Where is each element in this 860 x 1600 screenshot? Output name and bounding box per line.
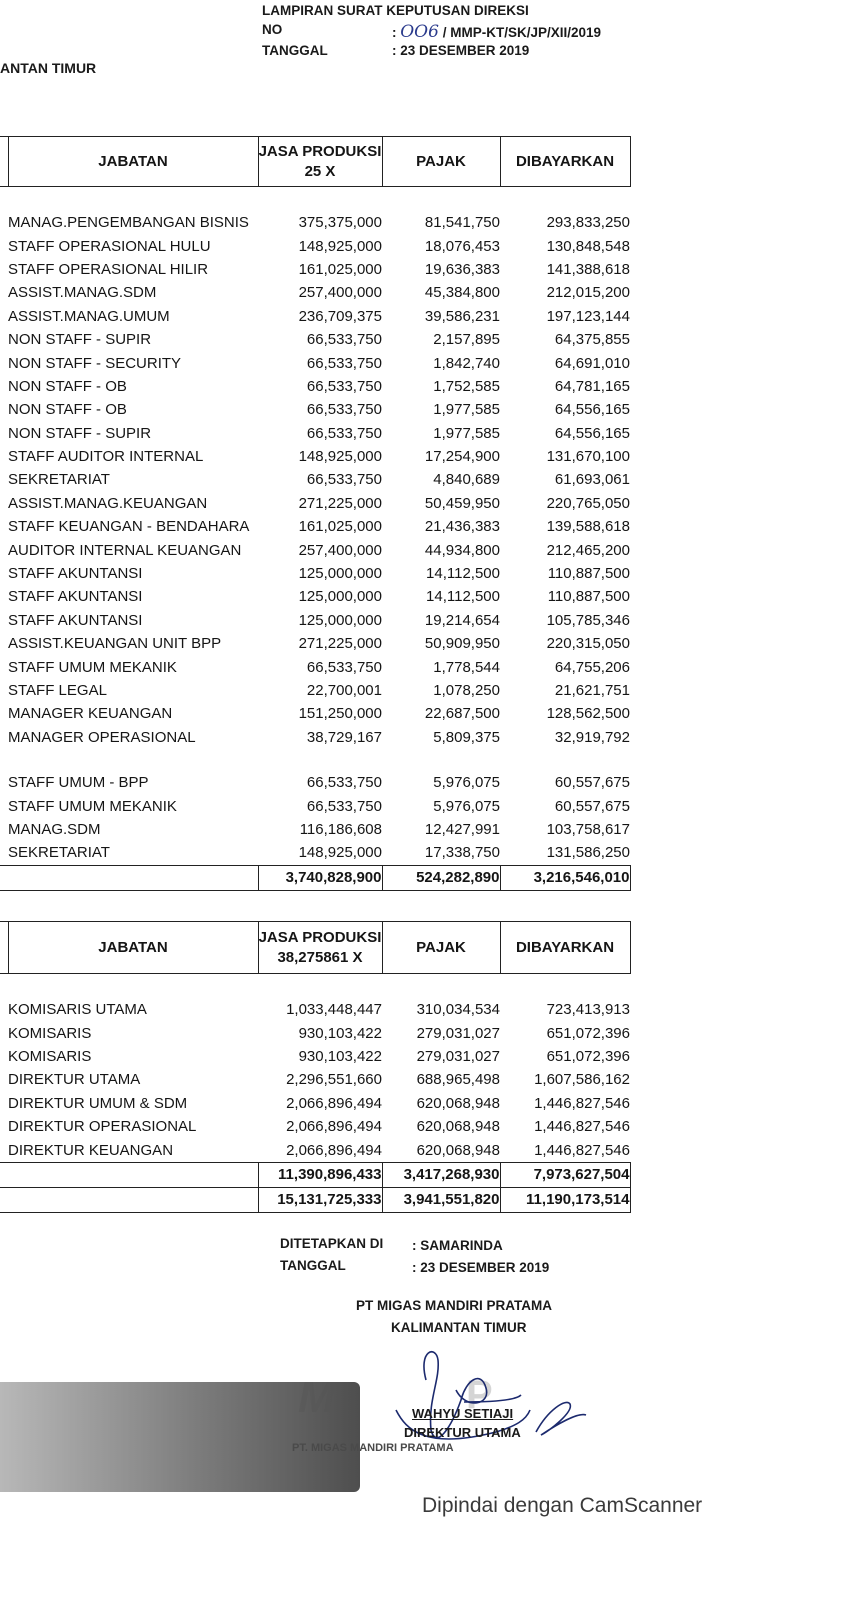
jasa-produksi-cell: 257,400,000 xyxy=(298,284,382,302)
dibayarkan-cell: 723,413,913 xyxy=(546,1001,630,1019)
jasa-produksi-cell: 38,729,167 xyxy=(306,728,382,746)
footer-place-label: DITETAPKAN DI xyxy=(280,1236,384,1251)
jasa-produksi-cell: 375,375,000 xyxy=(298,214,382,232)
total-pajak-cell: 524,282,890 xyxy=(382,865,500,890)
row-index-cell xyxy=(0,974,8,999)
jasa-produksi-cell: 151,250,000 xyxy=(298,705,382,723)
jabatan-cell: KOMISARIS xyxy=(8,1024,92,1042)
pajak-cell: 5,976,075 xyxy=(433,797,500,815)
pajak-cell: 22,687,500 xyxy=(424,705,500,723)
table-row xyxy=(0,234,630,257)
table-row xyxy=(0,281,630,304)
jabatan-cell: DIREKTUR UTAMA xyxy=(8,1071,141,1089)
payment-table-directors xyxy=(0,921,631,1213)
jabatan-cell xyxy=(8,187,258,212)
pajak-cell: 44,934,800 xyxy=(424,541,500,559)
jabatan-cell xyxy=(8,974,258,999)
dibayarkan-cell: 1,607,586,162 xyxy=(534,1071,630,1089)
pajak-cell: 1,778,544 xyxy=(433,658,500,676)
jabatan-cell: AUDITOR INTERNAL KEUANGAN xyxy=(8,541,242,559)
table-row xyxy=(0,1092,630,1115)
table-row xyxy=(0,679,630,702)
header-date-value: : 23 DESEMBER 2019 xyxy=(392,43,530,58)
jasa-produksi-cell: 125,000,000 xyxy=(298,588,382,606)
pajak-cell xyxy=(382,749,500,771)
total-dibayarkan-cell: 11,190,173,514 xyxy=(500,1187,630,1212)
jabatan-cell: MANAGER KEUANGAN xyxy=(8,705,173,723)
total-pajak-cell: 3,417,268,930 xyxy=(382,1162,500,1187)
jabatan-cell: ASSIST.KEUANGAN UNIT BPP xyxy=(8,635,222,653)
table-row xyxy=(0,398,630,421)
total-row xyxy=(0,1162,630,1187)
table-header-row xyxy=(0,137,630,187)
row-index-cell xyxy=(0,726,8,749)
row-index-cell xyxy=(0,865,8,890)
row-index-cell xyxy=(0,1092,8,1115)
dibayarkan-cell: 110,887,500 xyxy=(547,565,630,583)
row-index-cell xyxy=(0,281,8,304)
jasa-produksi-cell: 148,925,000 xyxy=(298,844,382,862)
dibayarkan-cell: 60,557,675 xyxy=(554,774,630,792)
jabatan-cell: NON STAFF - OB xyxy=(8,401,127,419)
pajak-cell: 17,338,750 xyxy=(424,844,500,862)
dibayarkan-cell: 110,887,500 xyxy=(547,588,630,606)
jabatan-cell: MANAG.PENGEMBANGAN BISNIS xyxy=(8,214,249,232)
pajak-cell: 279,031,027 xyxy=(416,1024,500,1042)
jasa-produksi-cell: 930,103,422 xyxy=(298,1047,382,1065)
jasa-produksi-cell: 66,533,750 xyxy=(306,424,382,442)
table-row xyxy=(0,771,630,794)
table-row xyxy=(0,794,630,817)
dibayarkan-cell: 131,586,250 xyxy=(546,844,630,862)
table-body xyxy=(0,974,630,1213)
header-no-value: : OO6 / MMP-KT/SK/JP/XII/2019 xyxy=(392,22,602,42)
jasa-produksi-cell: 66,533,750 xyxy=(306,377,382,395)
dibayarkan-cell: 220,315,050 xyxy=(546,635,630,653)
jasa-produksi-cell: 2,296,551,660 xyxy=(286,1071,382,1089)
row-index-cell xyxy=(0,468,8,491)
jabatan-cell: STAFF AKUNTANSI xyxy=(8,565,143,583)
table-row xyxy=(0,1115,630,1138)
dibayarkan-cell: 131,670,100 xyxy=(546,448,630,466)
svg-text:M: M xyxy=(298,1373,335,1422)
svg-text:P: P xyxy=(466,1373,493,1417)
spacer-row xyxy=(0,974,630,999)
jasa-produksi-cell: 66,533,750 xyxy=(306,331,382,349)
jasa-produksi-cell: 66,533,750 xyxy=(306,774,382,792)
pajak-cell: 50,909,950 xyxy=(424,635,500,653)
jasa-produksi-cell: 236,709,375 xyxy=(298,307,382,325)
row-index-cell xyxy=(0,655,8,678)
jabatan-cell: STAFF OPERASIONAL HILIR xyxy=(8,260,209,278)
dibayarkan-cell: 128,562,500 xyxy=(546,705,630,723)
footer-date-label: TANGGAL xyxy=(280,1258,346,1273)
dibayarkan-cell xyxy=(500,974,630,999)
pajak-cell: 688,965,498 xyxy=(416,1071,500,1089)
row-index-cell xyxy=(0,445,8,468)
table-row xyxy=(0,1068,630,1091)
header-cell-index xyxy=(0,922,8,974)
jabatan-cell: SEKRETARIAT xyxy=(8,844,110,862)
total-row xyxy=(0,865,630,890)
pajak-cell xyxy=(382,974,500,999)
header-dibayarkan: DIBAYARKAN xyxy=(500,137,630,187)
header-jasa-multiplier: 38,275861 X xyxy=(277,948,363,966)
table-row xyxy=(0,468,630,491)
table-row xyxy=(0,562,630,585)
total-pajak-cell: 3,941,551,820 xyxy=(382,1187,500,1212)
dibayarkan-cell: 293,833,250 xyxy=(546,214,630,232)
pajak-cell: 1,752,585 xyxy=(433,377,500,395)
pajak-cell: 19,636,383 xyxy=(424,260,500,278)
dibayarkan-cell xyxy=(500,187,630,212)
document-header xyxy=(262,3,682,63)
jabatan-cell: STAFF KEUANGAN - BENDAHARA xyxy=(8,518,250,536)
pajak-cell: 39,586,231 xyxy=(424,307,500,325)
table-row xyxy=(0,445,630,468)
row-index-cell xyxy=(0,794,8,817)
table-row xyxy=(0,211,630,234)
dibayarkan-cell: 212,465,200 xyxy=(546,541,630,559)
table-row xyxy=(0,375,630,398)
dibayarkan-cell: 1,446,827,546 xyxy=(534,1094,630,1112)
dibayarkan-cell: 60,557,675 xyxy=(554,797,630,815)
pajak-cell: 5,809,375 xyxy=(433,728,500,746)
dibayarkan-cell: 651,072,396 xyxy=(546,1024,630,1042)
pajak-cell: 1,078,250 xyxy=(433,682,500,699)
jasa-produksi-cell xyxy=(258,187,382,212)
jasa-produksi-cell: 66,533,750 xyxy=(306,658,382,676)
header-title: LAMPIRAN SURAT KEPUTUSAN DIREKSI xyxy=(262,3,529,18)
pajak-cell: 21,436,383 xyxy=(424,518,500,536)
pajak-cell: 2,157,895 xyxy=(433,331,500,349)
pajak-cell: 310,034,534 xyxy=(416,1001,500,1019)
row-index-cell xyxy=(0,1138,8,1162)
table-row xyxy=(0,1138,630,1162)
jasa-produksi-cell: 148,925,000 xyxy=(298,448,382,466)
dibayarkan-cell: 64,691,010 xyxy=(554,354,630,372)
spacer-row xyxy=(0,187,630,212)
spacer-row xyxy=(0,749,630,771)
jabatan-cell: DIREKTUR OPERASIONAL xyxy=(8,1118,197,1136)
pajak-cell: 19,214,654 xyxy=(424,611,500,629)
row-index-cell xyxy=(0,632,8,655)
jabatan-cell: STAFF UMUM MEKANIK xyxy=(8,658,177,676)
row-index-cell xyxy=(0,305,8,328)
row-index-cell xyxy=(0,702,8,725)
jabatan-cell xyxy=(8,865,258,890)
jasa-produksi-cell: 2,066,896,494 xyxy=(286,1118,382,1136)
row-index-cell xyxy=(0,841,8,865)
table-row xyxy=(0,422,630,445)
table-row xyxy=(0,1021,630,1044)
row-index-cell xyxy=(0,422,8,445)
pajak-cell: 620,068,948 xyxy=(416,1118,500,1136)
jabatan-cell: SEKRETARIAT xyxy=(8,471,110,489)
pajak-cell: 279,031,027 xyxy=(416,1047,500,1065)
jabatan-cell: DIREKTUR KEUANGAN xyxy=(8,1141,174,1159)
jabatan-cell: STAFF AKUNTANSI xyxy=(8,588,143,606)
pajak-cell: 18,076,453 xyxy=(424,237,500,255)
header-no-handwritten: OO6 xyxy=(400,22,439,42)
row-index-cell xyxy=(0,375,8,398)
header-jasa-produksi xyxy=(258,922,382,974)
jasa-produksi-cell: 116,186,608 xyxy=(299,820,382,838)
table-header-row xyxy=(0,922,630,974)
signer-title: DIREKTUR UTAMA xyxy=(404,1425,521,1440)
table-row xyxy=(0,655,630,678)
dibayarkan-cell: 64,375,855 xyxy=(554,331,630,349)
jasa-produksi-cell xyxy=(258,749,382,771)
pajak-cell: 1,842,740 xyxy=(433,354,500,372)
jasa-produksi-cell: 66,533,750 xyxy=(306,471,382,489)
header-pajak: PAJAK xyxy=(382,137,500,187)
jabatan-cell: KOMISARIS xyxy=(8,1047,92,1065)
jasa-produksi-cell: 271,225,000 xyxy=(298,494,382,512)
jasa-produksi-cell: 2,066,896,494 xyxy=(286,1141,382,1159)
pajak-cell: 1,977,585 xyxy=(433,401,500,419)
row-index-cell xyxy=(0,211,8,234)
jabatan-cell: NON STAFF - SECURITY xyxy=(8,354,182,372)
total-jasa-produksi-cell: 3,740,828,900 xyxy=(258,865,382,890)
header-jasa-label: JASA PRODUKSI xyxy=(258,928,382,946)
header-cell-index xyxy=(0,137,8,187)
pajak-cell: 45,384,800 xyxy=(424,284,500,302)
table-row xyxy=(0,702,630,725)
jasa-produksi-cell: 930,103,422 xyxy=(298,1024,382,1042)
pajak-cell: 14,112,500 xyxy=(426,565,500,583)
dibayarkan-cell: 139,588,618 xyxy=(546,518,630,536)
jabatan-cell: STAFF UMUM MEKANIK xyxy=(8,797,177,815)
total-jasa-produksi-cell: 11,390,896,433 xyxy=(258,1162,382,1187)
footer-company: PT MIGAS MANDIRI PRATAMA xyxy=(356,1298,552,1313)
jabatan-cell: STAFF UMUM - BPP xyxy=(8,774,149,792)
footer-place-value: : SAMARINDA xyxy=(412,1238,503,1253)
table-row xyxy=(0,258,630,281)
jabatan-cell xyxy=(8,1187,258,1212)
dibayarkan-cell: 64,556,165 xyxy=(554,401,630,419)
jabatan-cell: MANAGER OPERASIONAL xyxy=(8,728,196,746)
jabatan-cell: MANAG.SDM xyxy=(8,820,101,838)
dibayarkan-cell: 21,621,751 xyxy=(554,682,630,699)
pajak-cell: 620,068,948 xyxy=(416,1141,500,1159)
header-jasa-produksi xyxy=(258,137,382,187)
jabatan-cell: NON STAFF - OB xyxy=(8,377,127,395)
row-index-cell xyxy=(0,328,8,351)
grand-total-row xyxy=(0,1187,630,1212)
jasa-produksi-cell: 125,000,000 xyxy=(298,611,382,629)
jabatan-cell: STAFF OPERASIONAL HULU xyxy=(8,237,211,255)
dibayarkan-cell: 141,388,618 xyxy=(546,260,630,278)
jabatan-cell: ASSIST.MANAG.UMUM xyxy=(8,307,170,325)
dibayarkan-cell: 64,556,165 xyxy=(554,424,630,442)
header-left-fragment: ANTAN TIMUR xyxy=(0,60,97,76)
header-jasa-label: JASA PRODUKSI xyxy=(258,142,382,160)
jasa-produksi-cell: 66,533,750 xyxy=(306,401,382,419)
table-row xyxy=(0,632,630,655)
dibayarkan-cell: 32,919,792 xyxy=(554,728,630,746)
row-index-cell xyxy=(0,492,8,515)
header-no-label: NO xyxy=(262,22,283,37)
jasa-produksi-cell: 257,400,000 xyxy=(298,541,382,559)
header-jasa-multiplier: 25 X xyxy=(304,162,336,180)
pajak-cell: 4,840,689 xyxy=(433,471,500,489)
stamp-text: PT. MIGAS MANDIRI PRATAMA xyxy=(292,1442,454,1454)
jabatan-cell: ASSIST.MANAG.KEUANGAN xyxy=(8,494,208,512)
total-dibayarkan-cell: 3,216,546,010 xyxy=(500,865,630,890)
pajak-cell: 12,427,991 xyxy=(424,820,500,838)
dibayarkan-cell: 130,848,548 xyxy=(546,237,630,255)
jabatan-cell xyxy=(8,749,258,771)
table-body xyxy=(0,187,630,891)
table-row xyxy=(0,818,630,841)
signer-name: WAHYU SETIAJI xyxy=(412,1406,514,1421)
row-index-cell xyxy=(0,398,8,421)
jabatan-cell xyxy=(8,1162,258,1187)
table-row xyxy=(0,538,630,561)
jasa-produksi-cell xyxy=(258,974,382,999)
jasa-produksi-cell: 22,700,001 xyxy=(306,682,382,699)
table-row xyxy=(0,841,630,865)
pajak-cell: 81,541,750 xyxy=(424,214,500,232)
jasa-produksi-cell: 271,225,000 xyxy=(298,635,382,653)
header-pajak: PAJAK xyxy=(382,922,500,974)
row-index-cell xyxy=(0,818,8,841)
jabatan-cell: NON STAFF - SUPIR xyxy=(8,424,152,442)
table-row xyxy=(0,328,630,351)
dibayarkan-cell: 220,765,050 xyxy=(546,494,630,512)
table-row xyxy=(0,351,630,374)
dibayarkan-cell: 64,781,165 xyxy=(554,377,630,395)
header-no-reference: / MMP-KT/SK/JP/XII/2019 xyxy=(442,25,602,40)
row-index-cell xyxy=(0,258,8,281)
jasa-produksi-cell: 66,533,750 xyxy=(306,354,382,372)
jabatan-cell: STAFF AKUNTANSI xyxy=(8,611,143,629)
jabatan-cell: STAFF AUDITOR INTERNAL xyxy=(8,448,204,466)
dibayarkan-cell: 103,758,617 xyxy=(546,820,630,838)
row-index-cell xyxy=(0,1187,8,1212)
row-index-cell xyxy=(0,771,8,794)
pajak-cell: 620,068,948 xyxy=(416,1094,500,1112)
jabatan-cell: ASSIST.MANAG.SDM xyxy=(8,284,157,302)
footer-region: KALIMANTAN TIMUR xyxy=(391,1320,527,1335)
dibayarkan-cell: 1,446,827,546 xyxy=(534,1118,630,1136)
row-index-cell xyxy=(0,749,8,771)
row-index-cell xyxy=(0,585,8,608)
jasa-produksi-cell: 66,533,750 xyxy=(306,797,382,815)
header-jabatan: JABATAN xyxy=(8,922,258,974)
row-index-cell xyxy=(0,1045,8,1068)
dibayarkan-cell: 212,015,200 xyxy=(546,284,630,302)
dibayarkan-cell: 651,072,396 xyxy=(546,1047,630,1065)
jasa-produksi-cell: 161,025,000 xyxy=(298,260,382,278)
table-row xyxy=(0,726,630,749)
dibayarkan-cell xyxy=(500,749,630,771)
table-row xyxy=(0,305,630,328)
dibayarkan-cell: 61,693,061 xyxy=(554,471,630,489)
pajak-cell: 50,459,950 xyxy=(424,494,500,512)
pajak-cell: 5,976,075 xyxy=(433,774,500,792)
footer-date-value: : 23 DESEMBER 2019 xyxy=(412,1260,550,1275)
jasa-produksi-cell: 2,066,896,494 xyxy=(286,1094,382,1112)
row-index-cell xyxy=(0,679,8,702)
jabatan-cell: DIREKTUR UMUM & SDM xyxy=(8,1094,188,1112)
dibayarkan-cell: 105,785,346 xyxy=(546,611,630,629)
row-index-cell xyxy=(0,1068,8,1091)
row-index-cell xyxy=(0,187,8,212)
dibayarkan-cell: 197,123,144 xyxy=(546,307,630,325)
jasa-produksi-cell: 161,025,000 xyxy=(298,518,382,536)
pajak-cell: 17,254,900 xyxy=(424,448,500,466)
row-index-cell xyxy=(0,538,8,561)
payment-table-staff xyxy=(0,136,631,891)
table-row xyxy=(0,609,630,632)
row-index-cell xyxy=(0,1162,8,1187)
header-date-label: TANGGAL xyxy=(262,43,328,58)
table-row xyxy=(0,1045,630,1068)
camscanner-watermark: Dipindai dengan CamScanner xyxy=(422,1494,703,1517)
pajak-cell: 14,112,500 xyxy=(426,588,500,606)
jabatan-cell: STAFF LEGAL xyxy=(8,682,107,699)
header-jabatan: JABATAN xyxy=(8,137,258,187)
table-row xyxy=(0,998,630,1021)
row-index-cell xyxy=(0,1115,8,1138)
jasa-produksi-cell: 125,000,000 xyxy=(298,565,382,583)
dibayarkan-cell: 1,446,827,546 xyxy=(534,1141,630,1159)
row-index-cell xyxy=(0,609,8,632)
jabatan-cell: KOMISARIS UTAMA xyxy=(8,1001,147,1019)
pajak-cell: 1,977,585 xyxy=(433,424,500,442)
row-index-cell xyxy=(0,998,8,1021)
row-index-cell xyxy=(0,515,8,538)
header-dibayarkan: DIBAYARKAN xyxy=(500,922,630,974)
row-index-cell xyxy=(0,562,8,585)
jasa-produksi-cell: 148,925,000 xyxy=(298,237,382,255)
total-jasa-produksi-cell: 15,131,725,333 xyxy=(258,1187,382,1212)
table-row xyxy=(0,585,630,608)
table-row xyxy=(0,515,630,538)
pajak-cell xyxy=(382,187,500,212)
dibayarkan-cell: 64,755,206 xyxy=(554,658,630,676)
jasa-produksi-cell: 1,033,448,447 xyxy=(286,1001,382,1019)
row-index-cell xyxy=(0,351,8,374)
table-row xyxy=(0,492,630,515)
row-index-cell xyxy=(0,234,8,257)
total-dibayarkan-cell: 7,973,627,504 xyxy=(500,1162,630,1187)
row-index-cell xyxy=(0,1021,8,1044)
jabatan-cell: NON STAFF - SUPIR xyxy=(8,331,152,349)
